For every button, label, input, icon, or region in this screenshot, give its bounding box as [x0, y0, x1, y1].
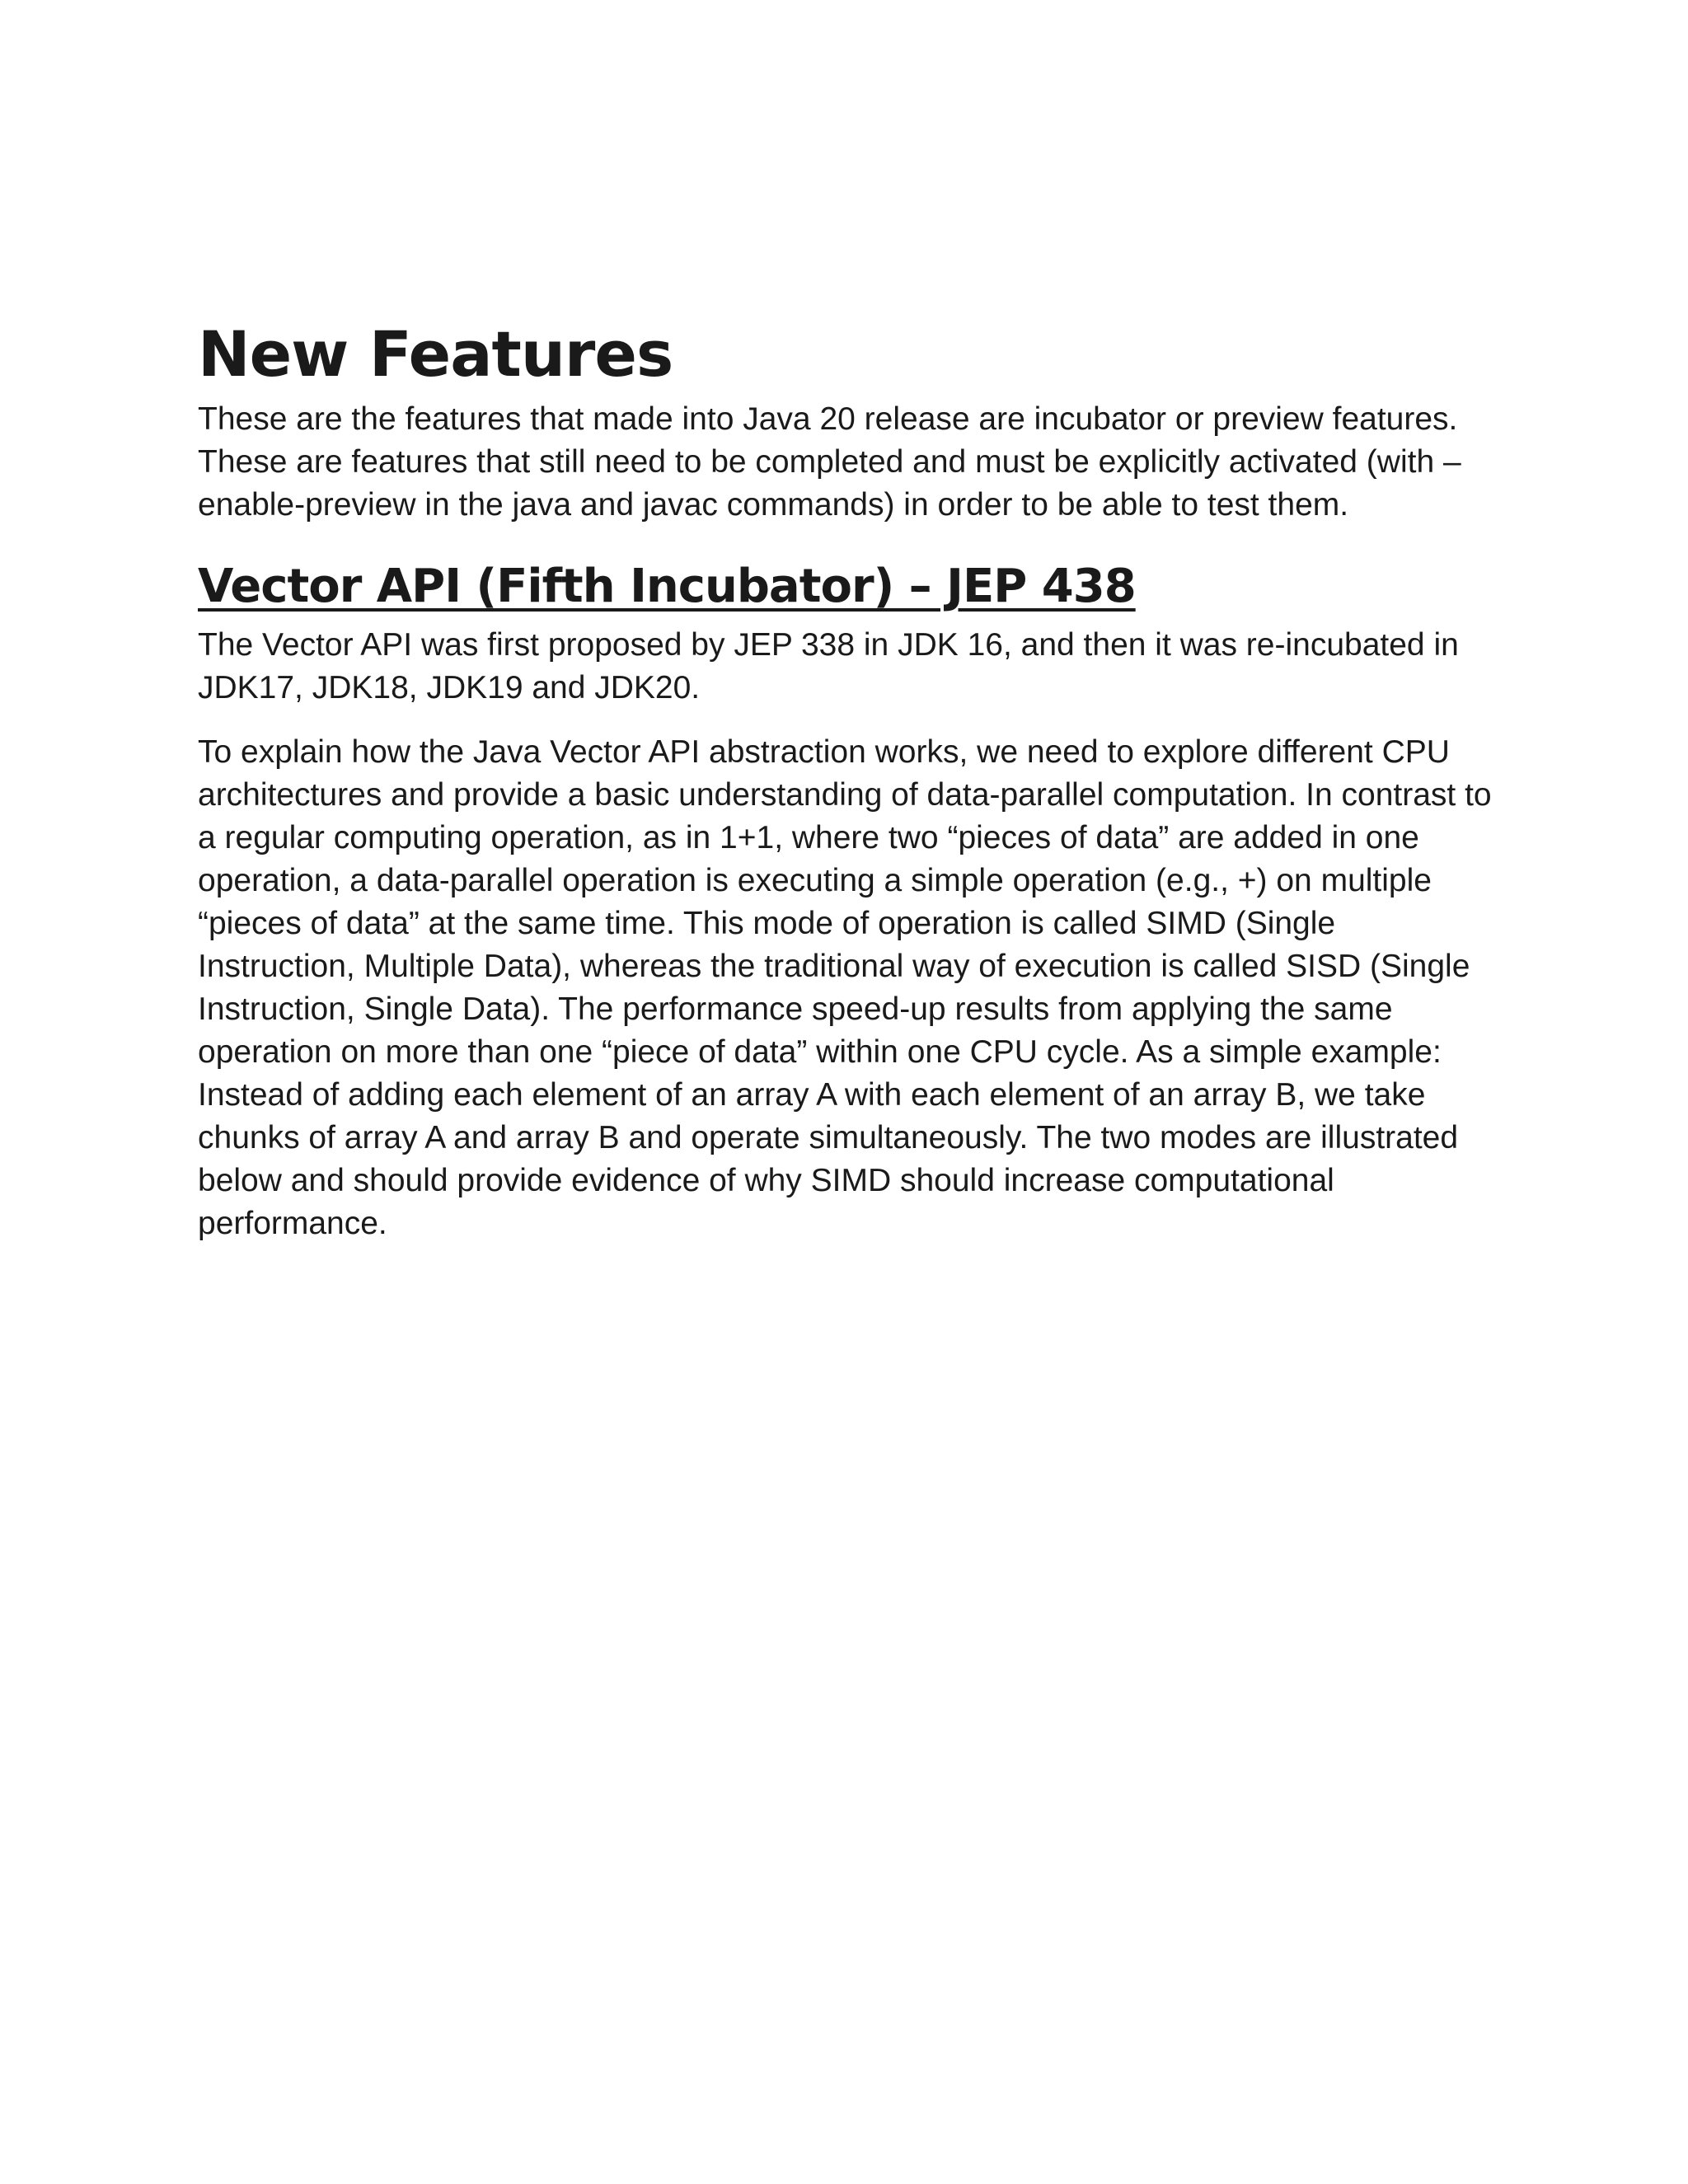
page-title: New Features: [198, 317, 673, 391]
section-paragraph-2: To explain how the Java Vector API abstraction works, we need to explore different CPU architectures and provide a basic understanding of data-parallel computation. In contrast to a regular computing operation, as in 1+1, where two “pieces of data” are added in one operation, a data-parallel operation is executing a simple operation (e.g., +) on multiple “pieces of data” at the same time. This mode of operation is called SIMD (Single Instruction, Multiple Data), whereas the traditional way of execution is called SISD (Single Instruction, Single Data). The performance speed-up results from applying the same operation on more than one “piece of data” within one CPU cycle. As a simple example: Instead of adding each element of an array A with each element of an array B, we take chunks of array A and array B and operate simultaneously. The two modes are illustrated below and should provide evidence of why SIMD should increase computational performance.: [198, 734, 1492, 1241]
intro-paragraph: These are the features that made into Java 20 release are incubator or preview features. These are features that still need to be completed and must be explicitly activated (with –enable-preview in the java and javac commands) in order to be able to test them.: [198, 401, 1461, 523]
section-paragraph-1: The Vector API was first proposed by JEP 338 in JDK 16, and then it was re-incubated in JDK17, JDK18, JDK19 and JDK20.: [198, 627, 1459, 705]
document-page: [198, 317, 1500, 1245]
section-heading-vector-api: Vector API (Fifth Incubator) – JEP 438: [198, 560, 1136, 613]
